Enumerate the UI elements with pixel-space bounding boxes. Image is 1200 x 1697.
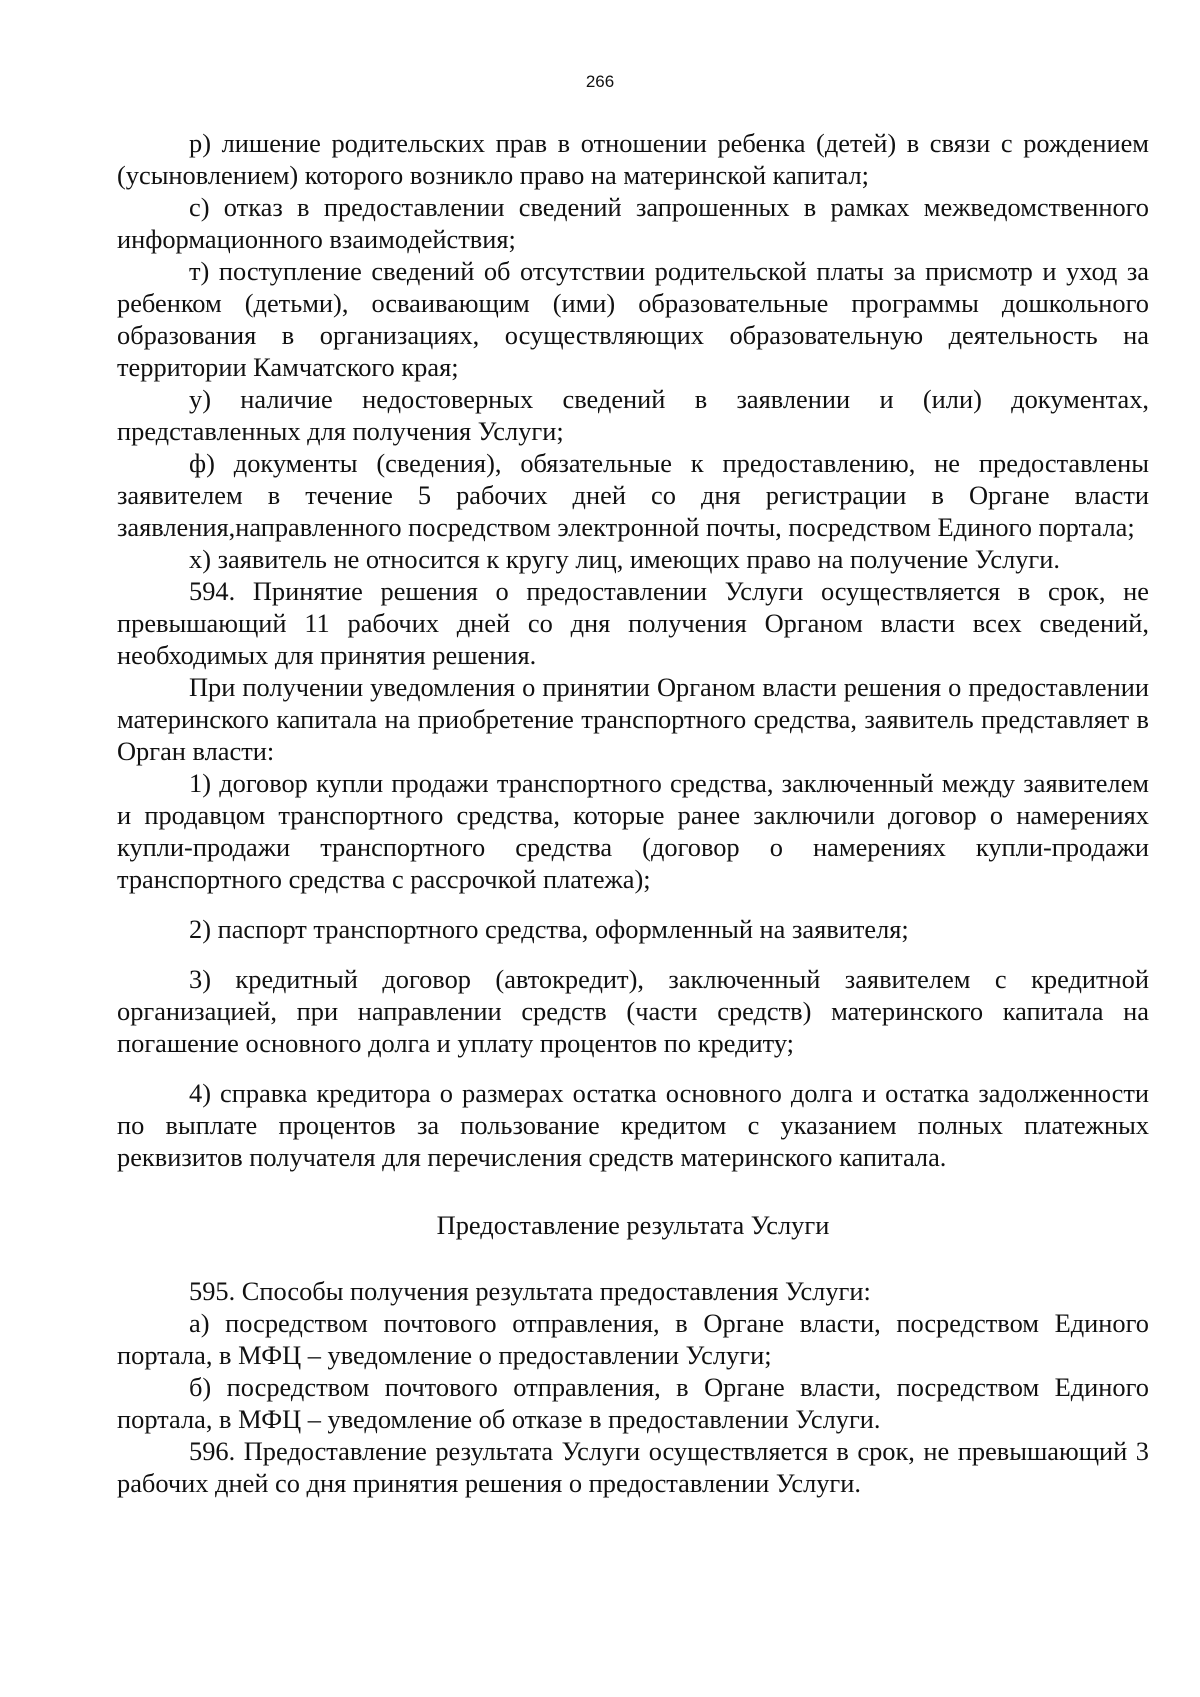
paragraph-item-1: 1) договор купли продажи транспортного средства, заключенный между заявителем и продавцом транспортного средства, которые ранее заключили договор о намерениях купли-продажи транспортного средства (договор о намерениях купли-продажи транспортного средства с рассрочкой платежа); <box>117 768 1149 894</box>
section-heading: Предоставление результата Услуги <box>436 1210 830 1240</box>
paragraph-notification: При получении уведомления о принятии Органом власти решения о предоставлении материнского капитала на приобретение транспортного средства, заявитель представляет в Орган власти: <box>117 672 1149 766</box>
paragraph-t: т) поступление сведений об отсутствии родительской платы за присмотр и уход за ребенком (детьми), осваивающим (ими) образовательные программы дошкольного образования в организациях, осуществляющих образовательную деятельность на территории Камчатского края; <box>117 256 1149 382</box>
paragraph-s: с) отказ в предоставлении сведений запрошенных в рамках межведомственного информационного взаимодействия; <box>117 192 1149 254</box>
paragraph-u: у) наличие недостоверных сведений в заявлении и (или) документах, представленных для получения Услуги; <box>117 384 1149 446</box>
paragraph-kh: х) заявитель не относится к кругу лиц, имеющих право на получение Услуги. <box>189 544 1060 574</box>
paragraph-596: 596. Предоставление результата Услуги осуществляется в срок, не превышающий 3 рабочих дней со дня принятия решения о предоставлении Услуги. <box>117 1436 1149 1498</box>
document-body <box>117 127 1149 1499</box>
paragraph-item-2: 2) паспорт транспортного средства, оформленный на заявителя; <box>189 914 909 944</box>
paragraph-594: 594. Принятие решения о предоставлении Услуги осуществляется в срок, не превышающий 11 рабочих дней со дня получения Органом власти всех сведений, необходимых для принятия решения. <box>117 576 1149 670</box>
paragraph-r: р) лишение родительских прав в отношении ребенка (детей) в связи с рождением (усыновлением) которого возникло право на материнской капитал; <box>117 128 1149 190</box>
paragraph-a: а) посредством почтового отправления, в Органе власти, посредством Единого портала, в МФЦ – уведомление о предоставлении Услуги; <box>117 1308 1149 1370</box>
paragraph-item-3: 3) кредитный договор (автокредит), заключенный заявителем с кредитной организацией, при направлении средств (части средств) материнского капитала на погашение основного долга и уплату процентов по кредиту; <box>117 964 1149 1058</box>
page-number: 266 <box>585 72 615 91</box>
paragraph-f: ф) документы (сведения), обязательные к предоставлению, не предоставлены заявителем в течение 5 рабочих дней со дня регистрации в Органе власти заявления,направленного посредством электронной почты, посредством Единого портала; <box>117 448 1149 542</box>
paragraph-b: б) посредством почтового отправления, в Органе власти, посредством Единого портала, в МФЦ – уведомление об отказе в предоставлении Услуги. <box>117 1372 1149 1434</box>
paragraph-595: 595. Способы получения результата предоставления Услуги: <box>189 1276 871 1306</box>
paragraph-item-4: 4) справка кредитора о размерах остатка основного долга и остатка задолженности по выплате процентов за пользование кредитом с указанием полных платежных реквизитов получателя для перечисления средств материнского капитала. <box>117 1078 1149 1172</box>
